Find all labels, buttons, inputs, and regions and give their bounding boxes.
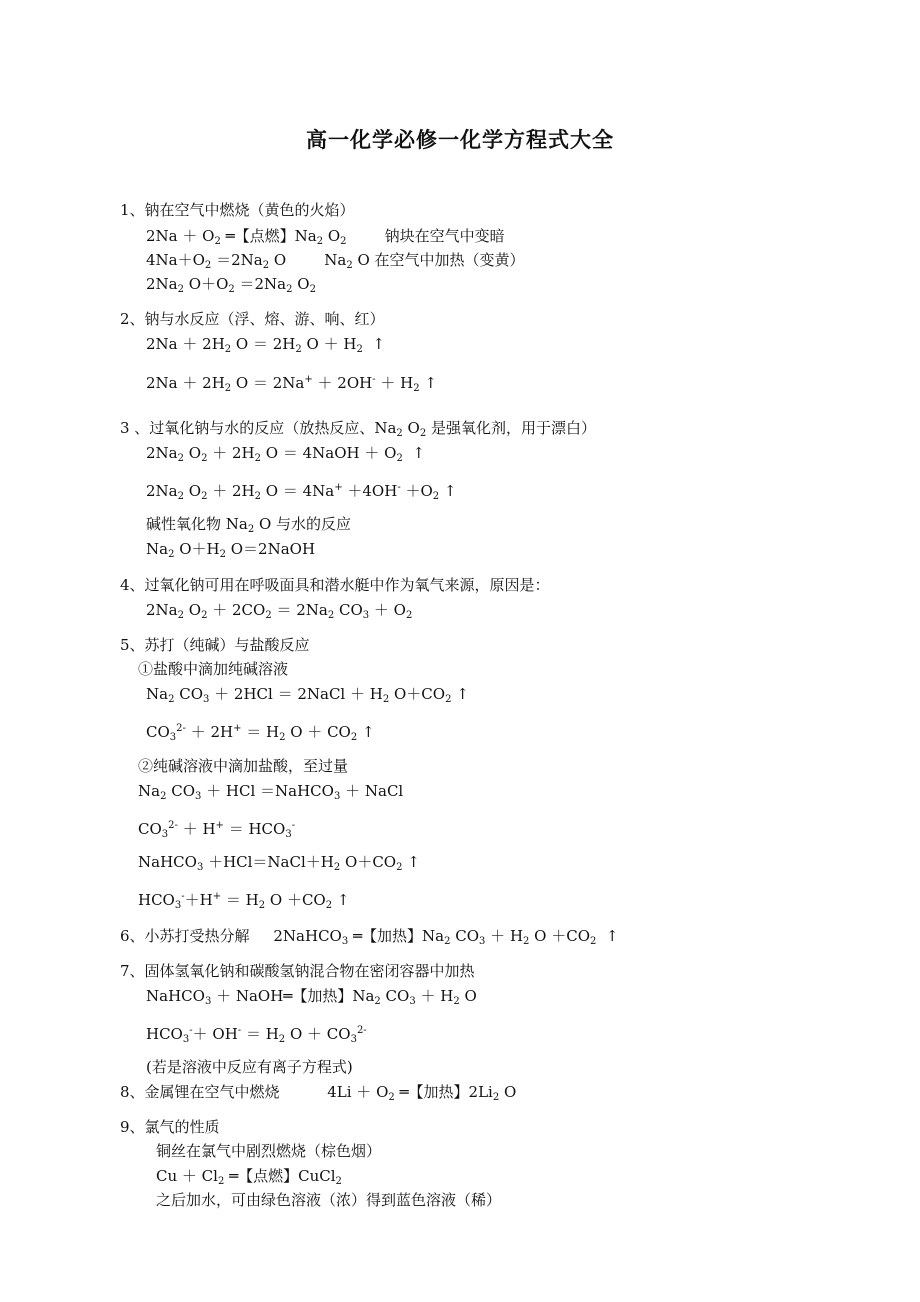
- text-line: $HCO_3^-+H^+ = H_2$ $O +CO_2$ ↑: [138, 891, 350, 911]
- text-line: $CO_3^{2-} + 2H^+ = H_2$ $O + CO_2$ ↑: [146, 723, 375, 743]
- text-line: NaHCO$_3$ ＋ NaOH═【加热】$Na_2$ $CO_3 + H_2$ O: [146, 987, 477, 1007]
- text-line: 4、过氧化钠可用在呼吸面具和潜水艇中作为氧气来源，原因是：: [120, 576, 550, 594]
- text-line: NaHCO$_3$ $+HCl=NaCl+H_2$ $O+CO_2$ ↑: [138, 853, 420, 873]
- text-line: 5、苏打（纯碱）与盐酸反应: [120, 636, 310, 654]
- text-line: $2Na_2$ $O_2 + 2H_2$ $O = 4Na^+ +4OH^- +O_2$ ↑: [146, 482, 457, 502]
- text-line: $CO_3^{2-} + H^+ = HCO_3^-$: [138, 820, 296, 840]
- text-line: $2Na_2$ $O+O_2 =2Na_2$ $O_2$: [146, 275, 316, 295]
- page-title: 高一化学必修一化学方程式大全: [306, 127, 614, 152]
- text-line: 之后加水，可由绿色溶液（浓）得到蓝色溶液（稀）: [156, 1191, 502, 1209]
- text-line: $Cu + Cl_2$ ═【点燃】CuCl$_2$: [156, 1167, 342, 1187]
- text-line: $2Na + 2H_2$ $O = 2H_2$ $O + H_2$ ↑: [146, 335, 385, 355]
- text-line: 6、小苏打受热分解 2NaHCO$_3$ ═【加热】$Na_2$ $CO_3 + H_2$ $O +CO_2$ ↑: [120, 927, 619, 947]
- text-line: (若是溶液中反应有离子方程式): [146, 1058, 353, 1076]
- text-line: 2、钠与水反应（浮、熔、游、响、红）: [120, 310, 385, 328]
- text-line: 9、氯气的性质: [120, 1118, 220, 1136]
- text-line: ②纯碱溶液中滴加盐酸，至过量: [138, 757, 349, 775]
- text-line: 3 、过氧化钠与水的反应（放热反应、$Na_2$ $O_2$ 是强氧化剂，用于漂白）: [120, 419, 596, 439]
- text-line: $2Na + 2H_2$ $O = 2Na^+ + 2OH^- + H_2$ ↑: [146, 374, 437, 394]
- text-line: $Na_2$ $O+H_2$ O＝2NaOH: [146, 540, 316, 560]
- text-line: $Na_2$ $CO_3 + 2HCl$ ＝ 2NaCl ＋ $H_2$ $O+CO_2$ ↑: [146, 685, 469, 705]
- text-line: 1、钠在空气中燃烧（黄色的火焰）: [120, 201, 355, 219]
- text-line: $4Na+O_2 =2Na_2$ O $Na_2$ O 在空气中加热（变黄）: [146, 251, 525, 271]
- text-line: $2Na_2$ $O_2 + 2CO_2 = 2Na_2$ $CO_3 + O_2$: [146, 601, 413, 621]
- text-line: $2Na + O_2$ ═【点燃】$Na_2$ $O_2$ 钠块在空气中变暗: [146, 227, 505, 247]
- text-line: $HCO_3^-+ OH^- = H_2$ $O + CO_3^{2-}$: [146, 1025, 367, 1045]
- text-line: $2Na_2$ $O_2 + 2H_2$ O ＝ 4NaOH ＋ $O_2$ ↑: [146, 444, 425, 464]
- text-line: 铜丝在氯气中剧烈燃烧（棕色烟）: [156, 1142, 382, 1160]
- text-line: 碱性氧化物 $Na_2$ O 与水的反应: [146, 515, 352, 535]
- text-line: 8、金属锂在空气中燃烧 $4Li + O_2$ ═【加热】$2Li_2$ O: [120, 1083, 517, 1103]
- text-line: $Na_2$ $CO_3$ ＋ HCl ＝NaHCO$_3$ ＋ NaCl: [138, 782, 404, 802]
- text-line: 7、固体氢氧化钠和碳酸氢钠混合物在密闭容器中加热: [120, 962, 475, 980]
- text-line: ①盐酸中滴加纯碱溶液: [138, 660, 289, 678]
